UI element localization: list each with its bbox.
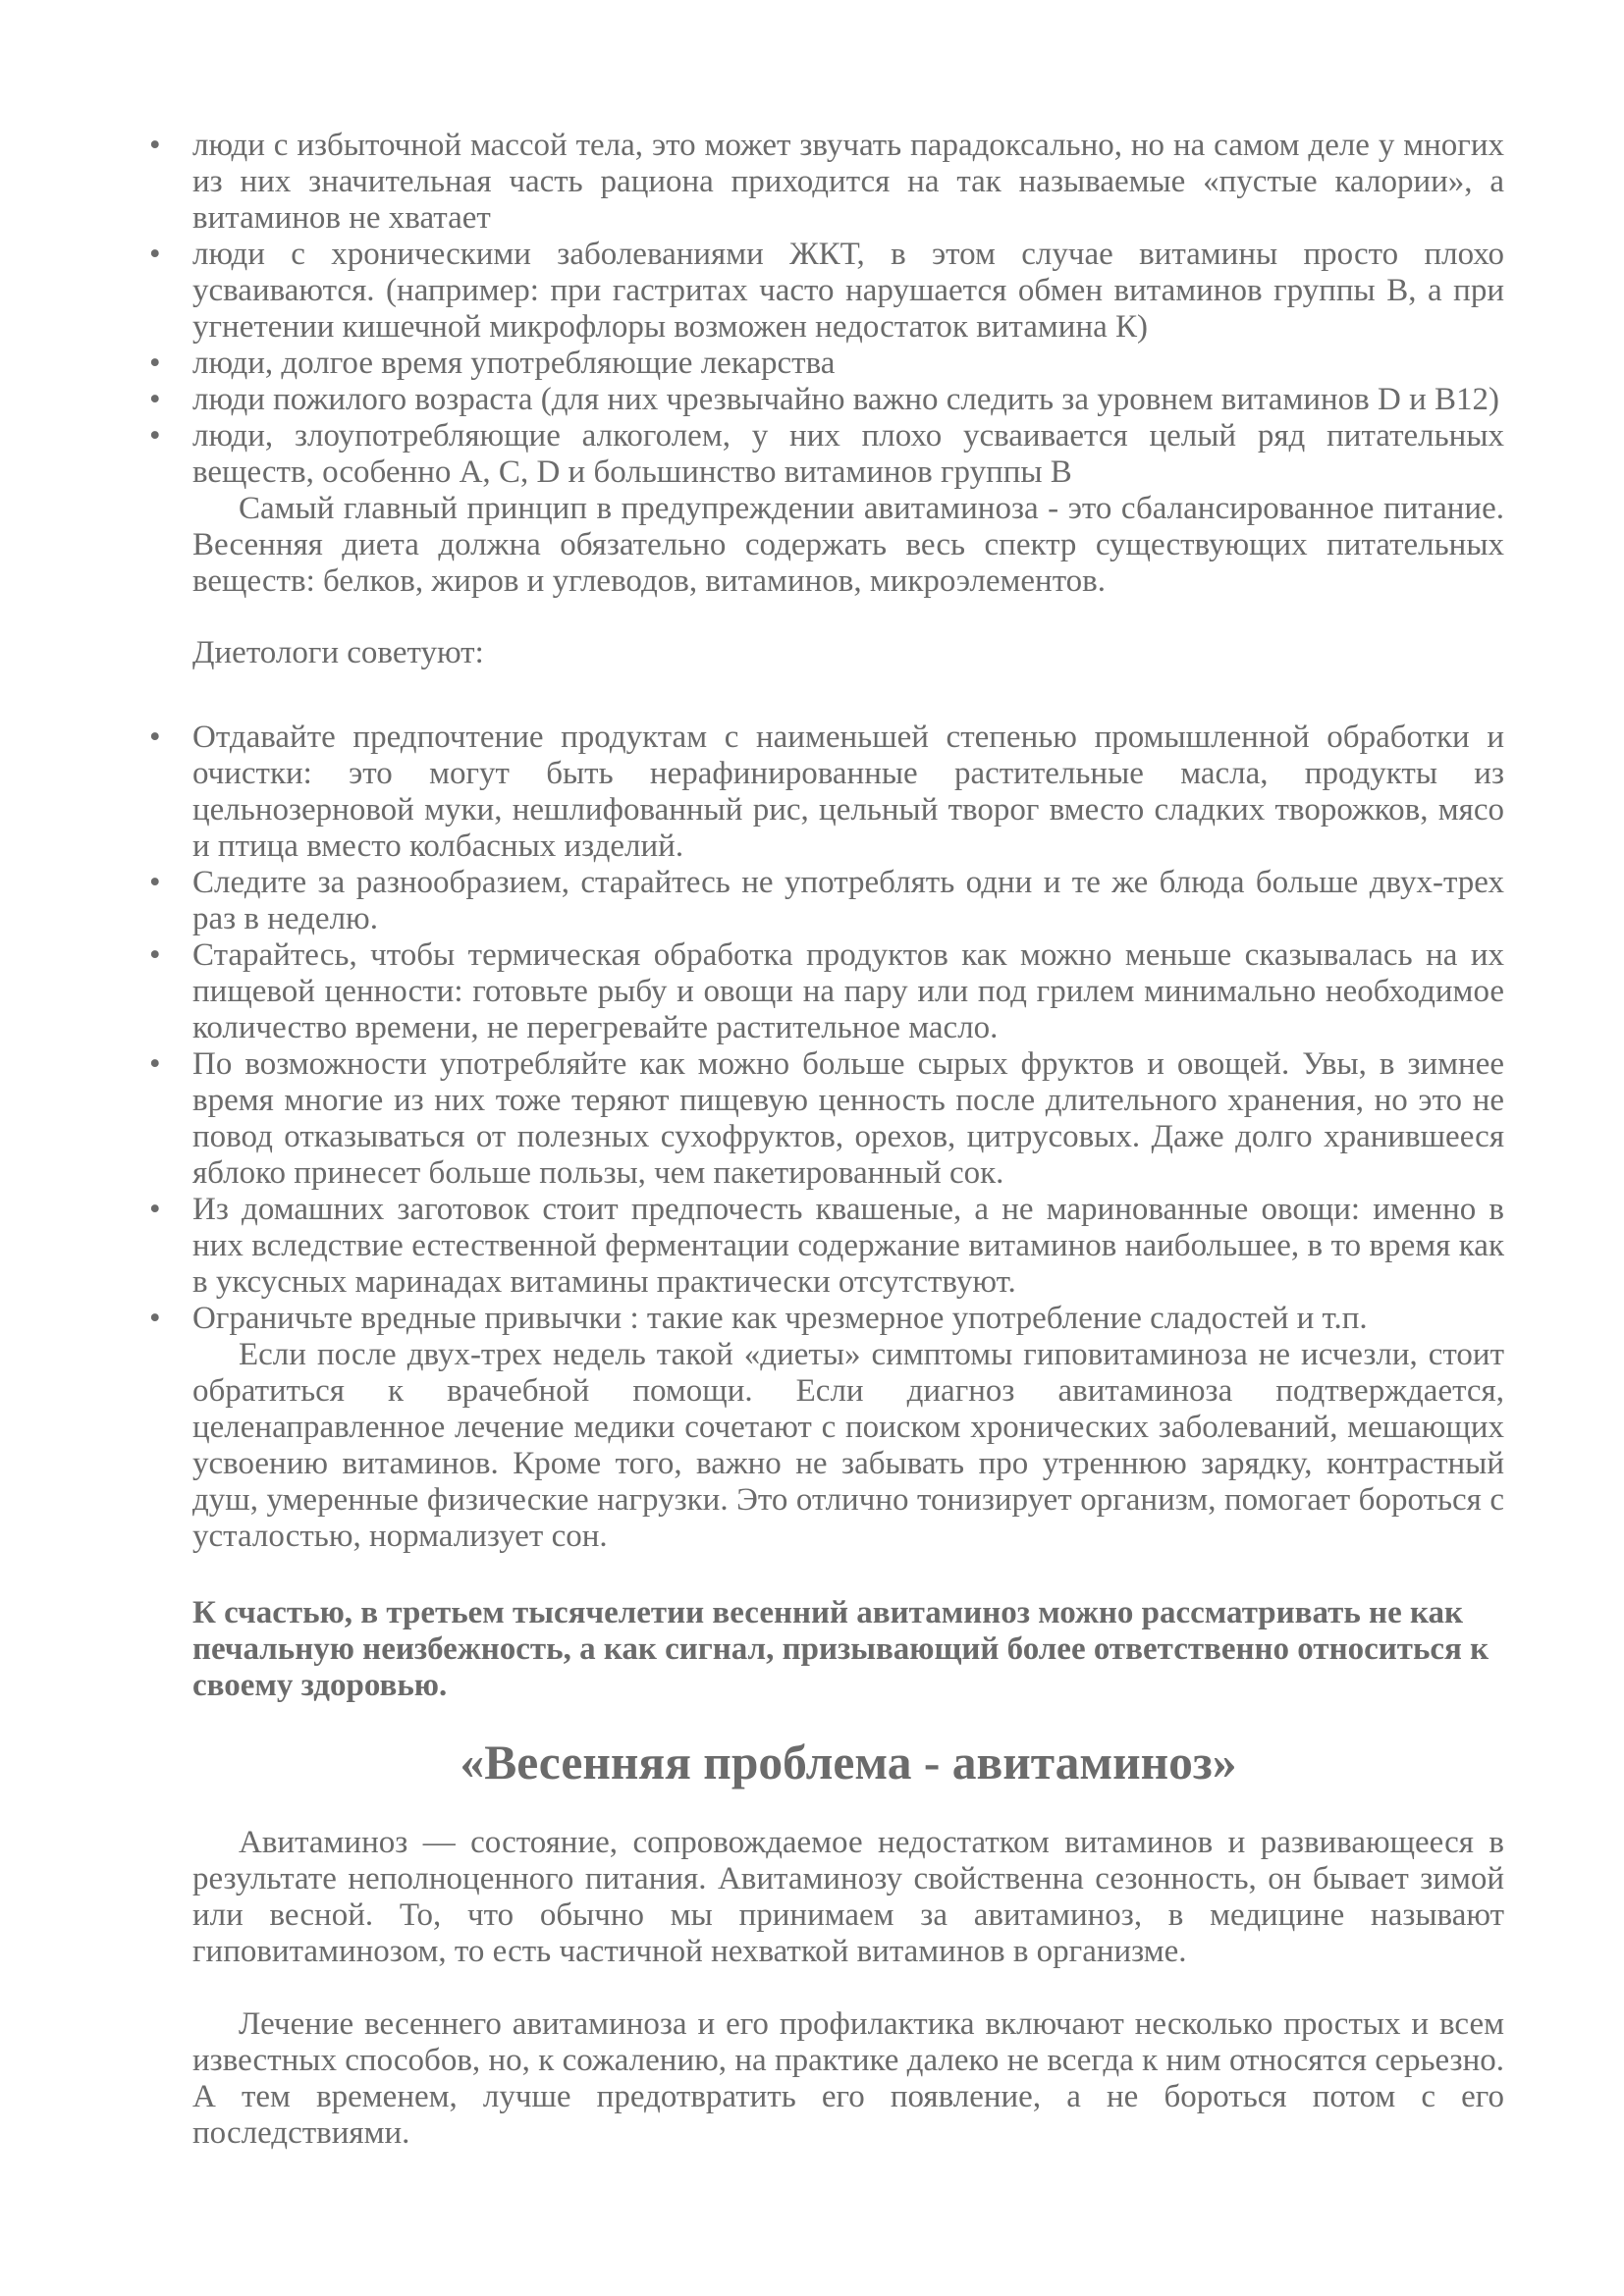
paragraph-treatment: Лечение весеннего авитаминоза и его профилактика включают несколько простых и всем известных способов, но, к сожалению, на практике далеко не всегда к ним относятся серьезно. А тем временем, лучше предотвратить его появление, а не бороться потом с его последствиями. (192, 2006, 1504, 2151)
list-item: • люди с хроническими заболеваниями ЖКТ, в этом случае витамины просто плохо усваиваются. (например: при гастритах часто нарушается обмен витаминов группы В, а при угнетении кишечной микрофлоры возможен недостаток витамина К) (192, 237, 1504, 346)
risk-group-list (192, 128, 1504, 491)
list-item: • По возможности употребляйте как можно больше сырых фруктов и овощей. Увы, в зимнее время многие из них тоже теряют пищевую ценность после длительного хранения, но это не повод отказываться от полезных сухофруктов, орехов, цитрусовых. Даже долго хранившееся яблоко принесет больше пользы, чем пакетированный сок. (192, 1046, 1504, 1192)
paragraph-after-diet: Если после двух-трех недель такой «диеты» симптомы гиповитаминоза не исчезли, стоит обратиться к врачебной помощи. Если диагноз авитаминоза подтверждается, целенаправленное лечение медики сочетают с поиском хронических заболеваний, мешающих усвоению витаминов. Кроме того, важно не забывать про утреннюю зарядку, контрастный душ, умеренные физические нагрузки. Это отлично тонизирует организм, помогает бороться с усталостью, нормализует сон. (192, 1337, 1504, 1554)
list-item: • люди, злоупотребляющие алкоголем, у них плохо усваивается целый ряд питательных веществ, особенно A, C, D и большинство витаминов группы B (192, 418, 1504, 491)
list-item: • люди пожилого возраста (для них чрезвычайно важно следить за уровнем витаминов D и B12) (192, 382, 1504, 418)
section-heading: «Весенняя проблема - авитаминоз» (460, 1735, 1237, 1789)
list-item: • люди с избыточной массой тела, это может звучать парадоксально, но на самом деле у многих из них значительная часть рациона приходится на так называемые «пустые калории», а витаминов не хватает (192, 128, 1504, 237)
advice-list (192, 720, 1504, 1337)
list-item: • Следите за разнообразием, старайтесь не употреблять одни и те же блюда больше двух-трех раз в неделю. (192, 865, 1504, 937)
paragraph-avitaminoz-definition: Авитаминоз — состояние, сопровождаемое недостатком витаминов и развивающееся в результате неполноценного питания. Авитаминозу свойственна сезонность, он бывает зимой или весной. То, что обычно мы принимаем за авитаминоз, в медицине называют гиповитаминозом, то есть частичной нехваткой витаминов в организме. (192, 1825, 1504, 1969)
list-item: • Старайтесь, чтобы термическая обработка продуктов как можно меньше сказывалась на их пищевой ценности: готовьте рыбу и овощи на пару или под грилем минимально необходимое количество времени, не перегревайте растительное масло. (192, 937, 1504, 1046)
list-item: • Из домашних заготовок стоит предпочесть квашеные, а не маринованные овощи: именно в них вследствие естественной ферментации содержание витаминов наибольшее, в то время как в уксусных маринадах витамины практически отсутствуют. (192, 1192, 1504, 1301)
dietologists-label: Диетологи советуют: (192, 635, 484, 670)
paragraph-lucky-bold: К счастью, в третьем тысячелетии весенний авитаминоз можно рассматривать не как печальную неизбежность, а как сигнал, призывающий более ответственно относиться к своему здоровью. (192, 1595, 1489, 1703)
list-item: • Ограничьте вредные привычки : такие как чрезмерное употребление сладостей и т.п. (192, 1301, 1504, 1337)
paragraph-main-principle: Самый главный принцип в предупреждении авитаминоза - это сбалансированное питание. Весенняя диета должна обязательно содержать весь спектр существующих питательных веществ: белков, жиров и углеводов, витаминов, микроэлементов. (192, 491, 1504, 599)
list-item: • Отдавайте предпочтение продуктам с наименьшей степенью промышленной обработки и очистки: это могут быть нерафинированные растительные масла, продукты из цельнозерновой муки, нешлифованный рис, цельный творог вместо сладких творожков, мясо и птица вместо колбасных изделий. (192, 720, 1504, 865)
list-item: • люди, долгое время употребляющие лекарства (192, 346, 1504, 382)
